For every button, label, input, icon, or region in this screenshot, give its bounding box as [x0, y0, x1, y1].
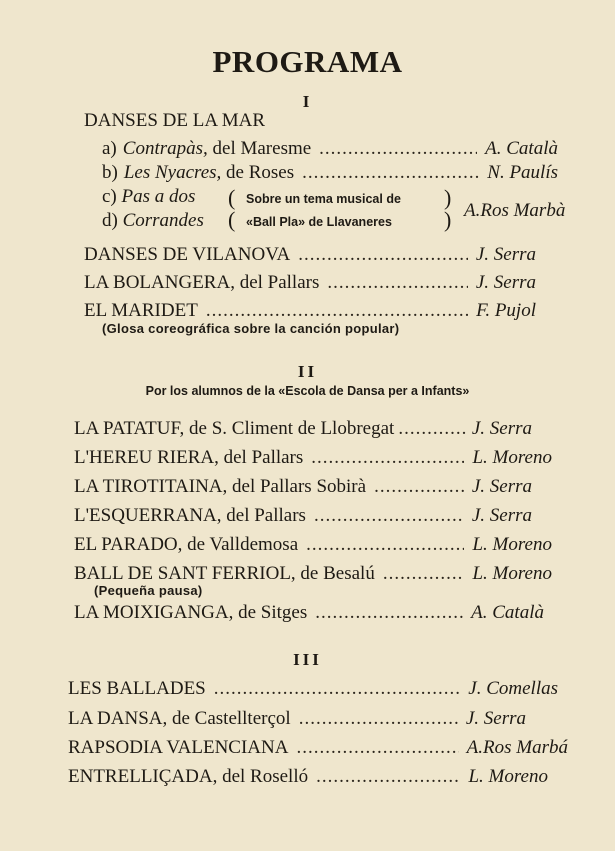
item-d: d) Corrandes [102, 210, 204, 231]
leader-dots [319, 138, 477, 160]
leader-dots [398, 418, 468, 440]
leader-dots [374, 476, 464, 498]
program-line: LA PATATUF, de S. Climent de Llobregat ..... J. Serra [74, 418, 532, 440]
author: J. Serra [471, 418, 532, 439]
leader-dots [383, 563, 465, 585]
maridet-note: (Glosa coreográfica sobre la canción popular) [102, 321, 400, 336]
right-brace-bottom: ) [444, 207, 452, 232]
leader-dots [306, 534, 464, 556]
program-line: LA MOIXIGANGA, de Sitges ..... A. Català [74, 602, 544, 624]
leader-dots [299, 708, 458, 730]
program-line: BALL DE SANT FERRIOL, de Besalú ..... L. Moreno [74, 563, 552, 585]
program-line: a) Contrapàs, del Maresme ..... A. Català [102, 138, 558, 160]
author: A.Ros Marbà [464, 200, 566, 221]
program-line: LA BOLANGERA, del Pallars ..... J. Serra [84, 272, 536, 294]
author: L. Moreno [472, 563, 552, 584]
author: J. Serra [471, 476, 532, 497]
program-line: L'HEREU RIERA, del Pallars ..... L. Moreno [74, 447, 552, 469]
pause-note: (Pequeña pausa) [94, 583, 203, 598]
leader-dots [315, 602, 463, 624]
author: A.Ros Marbá [466, 737, 568, 758]
leader-dots [296, 737, 458, 759]
author: J. Serra [471, 505, 532, 526]
author: L. Moreno [468, 766, 548, 787]
left-brace-bottom: ( [228, 207, 236, 232]
author: A. Català [485, 138, 558, 159]
part-2-numeral: II [297, 362, 318, 381]
cd-group [102, 186, 582, 234]
leader-dots [298, 244, 468, 266]
author: F. Pujol [476, 300, 536, 321]
author: N. Paulís [487, 162, 558, 183]
leader-dots [214, 678, 461, 700]
cd-note-line2: «Ball Pla» de Llavaneres [246, 215, 392, 229]
leader-dots [314, 505, 464, 527]
program-line: L'ESQUERRANA, del Pallars ..... J. Serra [74, 505, 532, 527]
author: L. Moreno [472, 447, 552, 468]
program-line: LA TIROTITAINA, del Pallars Sobirà ..... J. Serra [74, 476, 532, 498]
program-line: EL MARIDET ..... F. Pujol [84, 300, 536, 322]
leader-dots [311, 447, 464, 469]
program-title: PROGRAMA [212, 44, 403, 79]
author: A. Català [471, 602, 544, 623]
leader-dots [302, 162, 479, 184]
author: L. Moreno [472, 534, 552, 555]
author: J. Serra [475, 244, 536, 265]
part-3-numeral: III [293, 650, 322, 669]
cd-note-line1: Sobre un tema musical de [246, 192, 401, 206]
leader-dots [316, 766, 460, 788]
program-line: ENTRELLIÇADA, del Roselló ..... L. Moreno [68, 766, 548, 788]
author: J. Comellas [468, 678, 558, 699]
program-line: EL PARADO, de Valldemosa ..... L. Moreno [74, 534, 552, 556]
leader-dots [327, 272, 467, 294]
part-2-subtitle: Por los alumnos de la «Escola de Dansa per a Infants» [145, 384, 470, 398]
program-line: LA DANSA, de Castellterçol ..... J. Serra [68, 708, 526, 730]
item-c: c) Pas a dos [102, 186, 196, 207]
left-brace-top: ( [228, 185, 236, 210]
program-line: DANSES DE VILANOVA ..... J. Serra [84, 244, 536, 266]
part-1-numeral: I [302, 92, 313, 111]
right-brace-top: ) [444, 185, 452, 210]
author: J. Serra [475, 272, 536, 293]
author: J. Serra [465, 708, 526, 729]
leader-dots [206, 300, 468, 322]
part-1-heading: DANSES DE LA MAR [84, 110, 266, 131]
program-line: b) Les Nyacres, de Roses ..... N. Paulís [102, 162, 558, 184]
program-line: LES BALLADES ..... J. Comellas [68, 678, 558, 700]
program-line: RAPSODIA VALENCIANA ..... A.Ros Marbá [68, 737, 568, 759]
